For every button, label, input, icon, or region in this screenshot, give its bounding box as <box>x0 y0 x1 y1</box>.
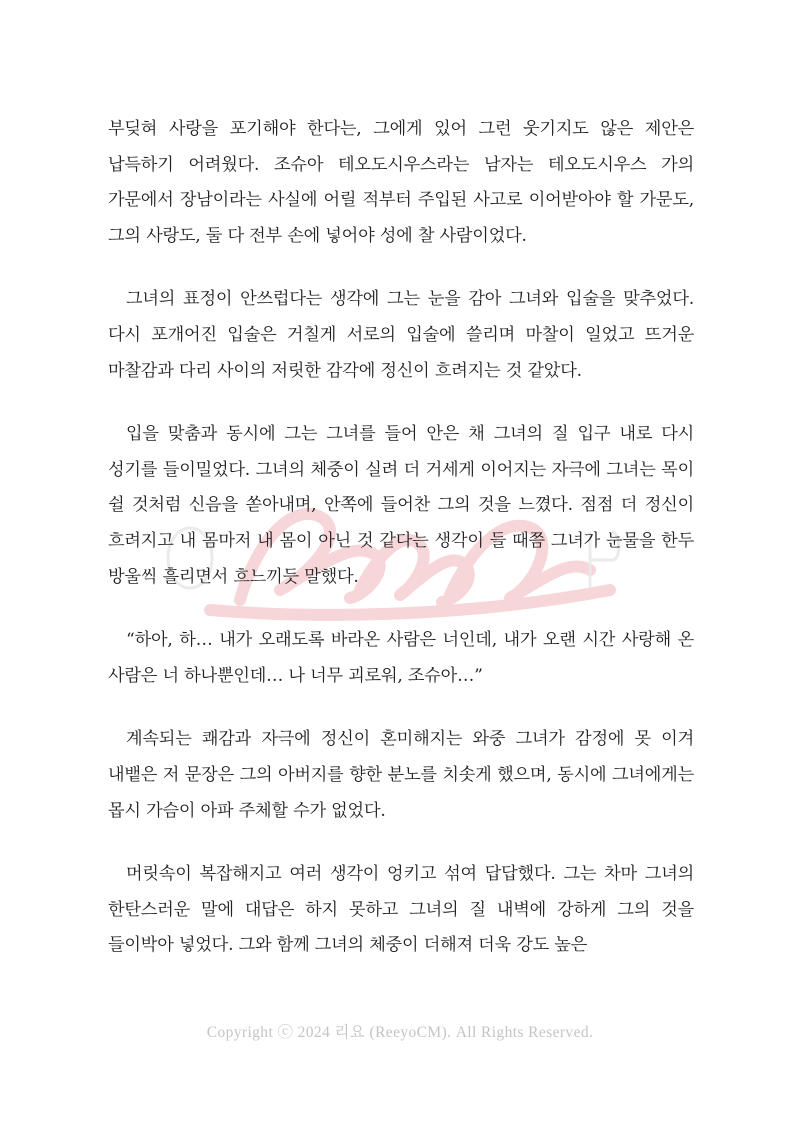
paragraph-6: 머릿속이 복잡해지고 여러 생각이 엉키고 섞여 답답했다. 그는 차마 그녀의 한탄스러운 말에 대답은 하지 못하고 그녀의 질 내벽에 강하게 그의 것을 들이박아 넣었다. 그와 함께 그녀의 체중이 더해져 더욱 강도 높은 <box>108 864 694 956</box>
paragraph-3: 입을 맞춤과 동시에 그는 그녀를 들어 안은 채 그녀의 질 입구 내로 다시 성기를 들이밀었다. 그녀의 체중이 실려 더 거세게 이어지는 자극에 그녀는 목이 쉴 것처럼 신음을 쏟아내며, 안쪽에 들어찬 그의 것을 느꼈다. 점점 더 정신이 흐려지고 내 몸마저 내 몸이 아닌 것 같다는 생각이 들 때쯤 그녀가 눈물을 한두 방울씩 흘리면서 흐느끼듯 말했다. <box>108 424 694 587</box>
paragraph-4-dialogue: “하아, 하… 내가 오래도록 바라온 사람은 너인데, 내가 오랜 시간 사랑해 온 사람은 너 하나뿐인데… 나 너무 괴로워, 조슈아…” <box>108 630 694 686</box>
copyright-footer: Copyright ⓒ 2024 리요 (ReeyoCM). All Rights Reserved. <box>206 1024 594 1041</box>
paragraph-1: 부딪혀 사랑을 포기해야 한다는, 그에게 있어 그런 웃기지도 않은 제안은 납득하기 어려웠다. 조슈아 테오도시우스라는 남자는 테오도시우스 가의 가문에서 장남이라는 사실에 어릴 적부터 주입된 사고로 이어받아야 할 가문도, 그의 사랑도, 둘 다 전부 손에 넣어야 성에 찰 사람이었다. <box>108 119 694 246</box>
body-text <box>108 112 694 992</box>
paragraph-2: 그녀의 표정이 안쓰럽다는 생각에 그는 눈을 감아 그녀와 입술을 맞추었다. 다시 포개어진 입술은 거칠게 서로의 입술에 쓸리며 마찰이 일었고 뜨거운 마찰감과 다리 사이의 저릿한 감각에 정신이 흐려지는 것 같았다. <box>108 289 694 381</box>
paragraph-5: 계속되는 쾌감과 자극에 정신이 혼미해지는 와중 그녀가 감정에 못 이겨 내뱉은 저 문장은 그의 아버지를 향한 분노를 치솟게 했으며, 동시에 그녀에게는 몹시 가슴이 아파 주체할 수가 없었다. <box>108 729 694 821</box>
